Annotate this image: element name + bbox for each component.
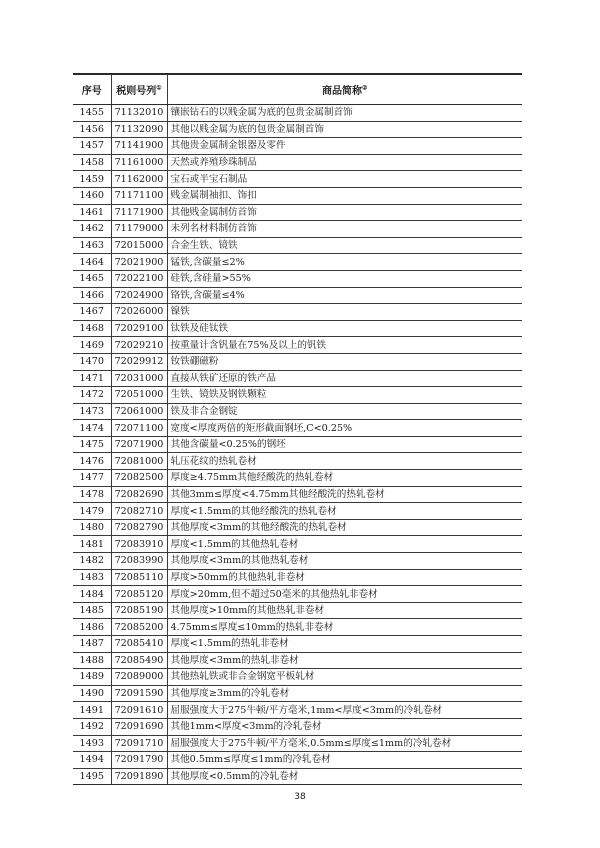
header-row bbox=[73, 74, 522, 105]
product-name-cell: 厚度<1.5mm的其他经酸洗的热轧卷材 bbox=[167, 503, 522, 520]
product-name-cell: 其他3mm≤厚度<4.75mm其他经酸洗的热轧卷材 bbox=[167, 486, 522, 503]
tariff-code-cell: 71171900 bbox=[111, 204, 167, 221]
tariff-code-cell: 72085190 bbox=[111, 602, 167, 619]
product-name-cell: 4.75mm≤厚度≤10mm的热轧非卷材 bbox=[167, 619, 522, 636]
table-header bbox=[73, 74, 522, 105]
table-row bbox=[73, 171, 522, 188]
seq-cell: 1493 bbox=[73, 735, 111, 752]
tariff-code-cell: 71132090 bbox=[111, 121, 167, 138]
tariff-code-cell: 72091690 bbox=[111, 718, 167, 735]
footnote-mark: ② bbox=[362, 84, 368, 92]
tariff-code-cell: 72082690 bbox=[111, 486, 167, 503]
seq-cell: 1473 bbox=[73, 403, 111, 420]
product-name-cell: 其他贵金属制金银器及零件 bbox=[167, 138, 522, 155]
seq-cell: 1466 bbox=[73, 287, 111, 304]
tariff-code-cell: 71162000 bbox=[111, 171, 167, 188]
seq-cell: 1474 bbox=[73, 420, 111, 437]
product-name-cell: 镍铁 bbox=[167, 304, 522, 321]
product-name-cell: 其他含碳量<0.25%的钢坯 bbox=[167, 436, 522, 453]
header-name: 商品简称② bbox=[167, 74, 522, 105]
table-row bbox=[73, 105, 522, 122]
table-row bbox=[73, 453, 522, 470]
tariff-code-cell: 72071100 bbox=[111, 420, 167, 437]
product-name-cell: 直接从铁矿还原的铁产品 bbox=[167, 370, 522, 387]
product-name-cell: 厚度>50mm的其他热轧非卷材 bbox=[167, 569, 522, 586]
product-name-cell: 天然或养殖珍珠制品 bbox=[167, 154, 522, 171]
product-name-cell: 未列名材料制仿首饰 bbox=[167, 221, 522, 238]
seq-cell: 1467 bbox=[73, 304, 111, 321]
table-row bbox=[73, 619, 522, 636]
seq-cell: 1491 bbox=[73, 702, 111, 719]
tariff-code-cell: 72061000 bbox=[111, 403, 167, 420]
product-name-cell: 硅铁,含硅量>55% bbox=[167, 270, 522, 287]
product-name-cell: 其他厚度<0.5mm的冷轧卷材 bbox=[167, 768, 522, 785]
tariff-code-cell: 72091790 bbox=[111, 752, 167, 769]
tariff-code-cell: 72015000 bbox=[111, 237, 167, 254]
seq-cell: 1489 bbox=[73, 669, 111, 686]
table-row bbox=[73, 237, 522, 254]
seq-cell: 1482 bbox=[73, 553, 111, 570]
product-name-cell: 其他厚度<3mm的热轧非卷材 bbox=[167, 652, 522, 669]
table-row bbox=[73, 486, 522, 503]
product-name-cell: 锰铁,含碳量≤2% bbox=[167, 254, 522, 271]
table-row bbox=[73, 254, 522, 271]
tariff-code-cell: 72085410 bbox=[111, 636, 167, 653]
product-name-cell: 钛铁及硅钛铁 bbox=[167, 320, 522, 337]
page-number: 38 bbox=[294, 792, 306, 802]
seq-cell: 1478 bbox=[73, 486, 111, 503]
seq-cell: 1477 bbox=[73, 470, 111, 487]
table-row bbox=[73, 636, 522, 653]
table-row bbox=[73, 270, 522, 287]
tariff-code-cell: 71141900 bbox=[111, 138, 167, 155]
tariff-code-cell: 72091710 bbox=[111, 735, 167, 752]
tariff-code-cell: 72089000 bbox=[111, 669, 167, 686]
product-name-cell: 铁及非合金钢锭 bbox=[167, 403, 522, 420]
seq-cell: 1469 bbox=[73, 337, 111, 354]
tariff-code-cell: 71161000 bbox=[111, 154, 167, 171]
table-row bbox=[73, 138, 522, 155]
tariff-code-cell: 72091890 bbox=[111, 768, 167, 785]
table-row bbox=[73, 154, 522, 171]
tariff-code-cell: 72091590 bbox=[111, 685, 167, 702]
tariff-code-cell: 72083990 bbox=[111, 553, 167, 570]
header-code: 税则号列① bbox=[111, 74, 167, 105]
product-name-cell: 厚度<1.5mm的其他热轧卷材 bbox=[167, 536, 522, 553]
seq-cell: 1458 bbox=[73, 154, 111, 171]
product-name-cell: 轧压花纹的热轧卷材 bbox=[167, 453, 522, 470]
seq-cell: 1480 bbox=[73, 519, 111, 536]
product-name-cell: 铬铁,含碳量≤4% bbox=[167, 287, 522, 304]
tariff-code-cell: 72085490 bbox=[111, 652, 167, 669]
product-name-cell: 镶嵌钻石的以贱金属为底的包贵金属制首饰 bbox=[167, 105, 522, 122]
tariff-code-cell: 71132010 bbox=[111, 105, 167, 122]
tariff-code-cell: 72085200 bbox=[111, 619, 167, 636]
product-name-cell: 屈服强度大于275牛顿/平方毫米,0.5mm≤厚度≤1mm的冷轧卷材 bbox=[167, 735, 522, 752]
seq-cell: 1490 bbox=[73, 685, 111, 702]
product-name-cell: 其他热轧铁或非合金钢宽平板轧材 bbox=[167, 669, 522, 686]
table-row bbox=[73, 337, 522, 354]
tariff-table bbox=[73, 73, 522, 785]
seq-cell: 1465 bbox=[73, 270, 111, 287]
header-seq: 序号 bbox=[73, 74, 111, 105]
product-name-cell: 生铁、镜铁及钢铁颗粒 bbox=[167, 387, 522, 404]
product-name-cell: 宝石或半宝石制品 bbox=[167, 171, 522, 188]
table-row bbox=[73, 718, 522, 735]
table-row bbox=[73, 702, 522, 719]
product-name-cell: 其他贱金属制仿首饰 bbox=[167, 204, 522, 221]
product-name-cell: 其他1mm<厚度<3mm的冷轧卷材 bbox=[167, 718, 522, 735]
seq-cell: 1464 bbox=[73, 254, 111, 271]
seq-cell: 1488 bbox=[73, 652, 111, 669]
seq-cell: 1460 bbox=[73, 187, 111, 204]
table-row bbox=[73, 287, 522, 304]
tariff-code-cell: 72082500 bbox=[111, 470, 167, 487]
seq-cell: 1495 bbox=[73, 768, 111, 785]
table-row bbox=[73, 536, 522, 553]
product-name-cell: 宽度<厚度两倍的矩形截面钢坯,C<0.25% bbox=[167, 420, 522, 437]
seq-cell: 1456 bbox=[73, 121, 111, 138]
tariff-code-cell: 72071900 bbox=[111, 436, 167, 453]
tariff-code-cell: 72029210 bbox=[111, 337, 167, 354]
table-row bbox=[73, 669, 522, 686]
table-row bbox=[73, 304, 522, 321]
table-row bbox=[73, 370, 522, 387]
table-row bbox=[73, 652, 522, 669]
seq-cell: 1457 bbox=[73, 138, 111, 155]
table-body bbox=[73, 105, 522, 785]
product-name-cell: 厚度<1.5mm的热轧非卷材 bbox=[167, 636, 522, 653]
tariff-code-cell: 72031000 bbox=[111, 370, 167, 387]
seq-cell: 1471 bbox=[73, 370, 111, 387]
table-row bbox=[73, 685, 522, 702]
seq-cell: 1475 bbox=[73, 436, 111, 453]
seq-cell: 1483 bbox=[73, 569, 111, 586]
table-row bbox=[73, 752, 522, 769]
tariff-code-cell: 72082790 bbox=[111, 519, 167, 536]
tariff-code-cell: 72022100 bbox=[111, 270, 167, 287]
tariff-code-cell: 72024900 bbox=[111, 287, 167, 304]
product-name-cell: 其他厚度>10mm的其他热轧非卷材 bbox=[167, 602, 522, 619]
table-row bbox=[73, 553, 522, 570]
table-row bbox=[73, 353, 522, 370]
seq-cell: 1481 bbox=[73, 536, 111, 553]
product-name-cell: 其他以贱金属为底的包贵金属制首饰 bbox=[167, 121, 522, 138]
tariff-code-cell: 72083910 bbox=[111, 536, 167, 553]
tariff-code-cell: 72082710 bbox=[111, 503, 167, 520]
table-row bbox=[73, 121, 522, 138]
table-row bbox=[73, 503, 522, 520]
seq-cell: 1484 bbox=[73, 586, 111, 603]
table-row bbox=[73, 403, 522, 420]
table-row bbox=[73, 221, 522, 238]
table-row bbox=[73, 320, 522, 337]
product-name-cell: 厚度>20mm,但不超过50毫米的其他热轧非卷材 bbox=[167, 586, 522, 603]
product-name-cell: 钕铁硼磁粉 bbox=[167, 353, 522, 370]
product-name-cell: 按重量计含钒量在75%及以上的钒铁 bbox=[167, 337, 522, 354]
product-name-cell: 其他0.5mm≤厚度≤1mm的冷轧卷材 bbox=[167, 752, 522, 769]
seq-cell: 1487 bbox=[73, 636, 111, 653]
tariff-code-cell: 72085110 bbox=[111, 569, 167, 586]
table-row bbox=[73, 586, 522, 603]
product-name-cell: 厚度≥4.75mm其他经酸洗的热轧卷材 bbox=[167, 470, 522, 487]
table-row bbox=[73, 387, 522, 404]
tariff-code-cell: 72026000 bbox=[111, 304, 167, 321]
seq-cell: 1461 bbox=[73, 204, 111, 221]
table-row bbox=[73, 735, 522, 752]
product-name-cell: 屈服强度大于275牛顿/平方毫米,1mm<厚度<3mm的冷轧卷材 bbox=[167, 702, 522, 719]
seq-cell: 1494 bbox=[73, 752, 111, 769]
product-name-cell: 合金生铁、镜铁 bbox=[167, 237, 522, 254]
tariff-code-cell: 72085120 bbox=[111, 586, 167, 603]
product-name-cell: 其他厚度<3mm的其他经酸洗的热轧卷材 bbox=[167, 519, 522, 536]
product-name-cell: 其他厚度<3mm的其他热轧卷材 bbox=[167, 553, 522, 570]
product-name-cell: 其他厚度≥3mm的冷轧卷材 bbox=[167, 685, 522, 702]
seq-cell: 1459 bbox=[73, 171, 111, 188]
tariff-code-cell: 71171100 bbox=[111, 187, 167, 204]
seq-cell: 1455 bbox=[73, 105, 111, 122]
seq-cell: 1492 bbox=[73, 718, 111, 735]
tariff-code-cell: 72091610 bbox=[111, 702, 167, 719]
tariff-code-cell: 72029100 bbox=[111, 320, 167, 337]
footnote-mark: ① bbox=[156, 84, 162, 92]
table-row bbox=[73, 436, 522, 453]
seq-cell: 1476 bbox=[73, 453, 111, 470]
tariff-code-cell: 72051000 bbox=[111, 387, 167, 404]
tariff-code-cell: 72081000 bbox=[111, 453, 167, 470]
table-row bbox=[73, 569, 522, 586]
table-row bbox=[73, 204, 522, 221]
tariff-code-cell: 72021900 bbox=[111, 254, 167, 271]
table-row bbox=[73, 470, 522, 487]
table-row bbox=[73, 602, 522, 619]
seq-cell: 1485 bbox=[73, 602, 111, 619]
table-row bbox=[73, 420, 522, 437]
table-row bbox=[73, 187, 522, 204]
tariff-code-cell: 71179000 bbox=[111, 221, 167, 238]
seq-cell: 1463 bbox=[73, 237, 111, 254]
table-row bbox=[73, 519, 522, 536]
seq-cell: 1468 bbox=[73, 320, 111, 337]
seq-cell: 1486 bbox=[73, 619, 111, 636]
seq-cell: 1472 bbox=[73, 387, 111, 404]
seq-cell: 1479 bbox=[73, 503, 111, 520]
product-name-cell: 贱金属制袖扣、饰扣 bbox=[167, 187, 522, 204]
tariff-code-cell: 72029912 bbox=[111, 353, 167, 370]
table-row bbox=[73, 768, 522, 785]
seq-cell: 1470 bbox=[73, 353, 111, 370]
seq-cell: 1462 bbox=[73, 221, 111, 238]
